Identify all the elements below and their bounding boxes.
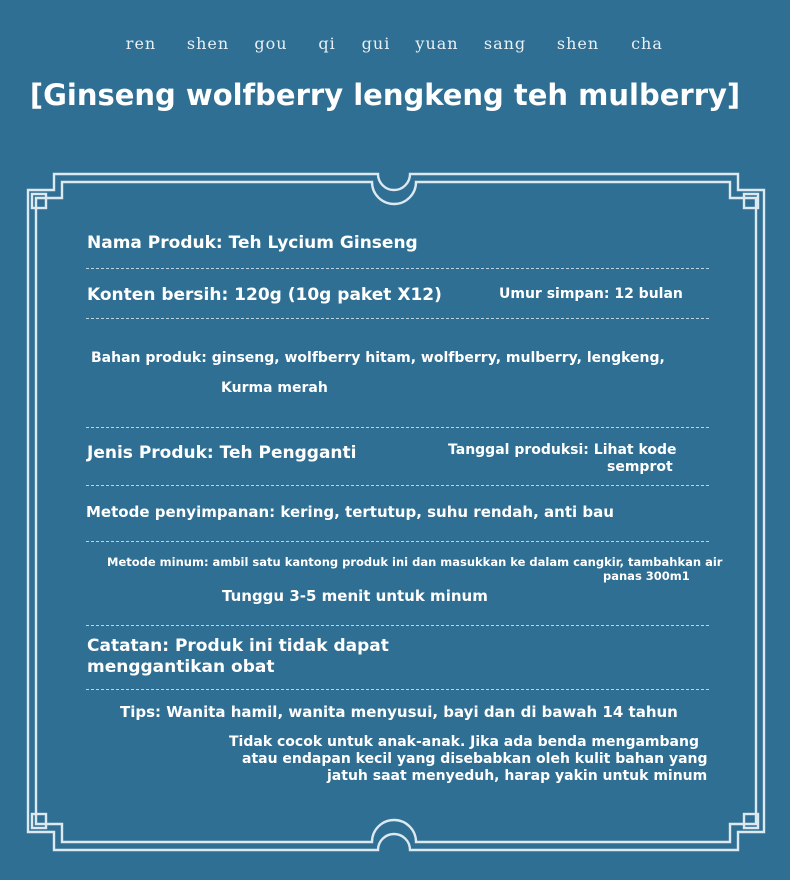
note-line-1: Catatan: Produk ini tidak dapat bbox=[87, 636, 389, 656]
shelf-life: Umur simpan: 12 bulan bbox=[499, 286, 683, 302]
tips-line-1: Tips: Wanita hamil, wanita menyusui, bayi dan di bawah 14 tahun bbox=[120, 703, 678, 721]
page-title: [Ginseng wolfberry lengkeng teh mulberry] bbox=[29, 78, 741, 112]
note-line-2: menggantikan obat bbox=[87, 657, 275, 677]
production-date-line-1: Tanggal produksi: Lihat kode bbox=[448, 442, 677, 458]
divider bbox=[86, 541, 709, 542]
net-content: Konten bersih: 120g (10g paket X12) bbox=[87, 285, 442, 305]
divider bbox=[86, 427, 709, 428]
production-date-line-2: semprot bbox=[607, 459, 673, 475]
divider bbox=[86, 318, 709, 319]
pinyin-syllable: gui bbox=[361, 34, 391, 53]
tips-line-3: atau endapan kecil yang disebabkan oleh kulit bahan yang bbox=[242, 751, 708, 767]
tips-line-4: jatuh saat menyeduh, harap yakin untuk minum bbox=[327, 768, 708, 784]
pinyin-syllable: cha bbox=[631, 34, 663, 53]
product-type: Jenis Produk: Teh Pengganti bbox=[87, 443, 357, 463]
drinking-method-line-1: Metode minum: ambil satu kantong produk ini dan masukkan ke dalam cangkir, tambahkan air bbox=[107, 555, 723, 569]
divider bbox=[86, 625, 709, 626]
ingredients-line-2: Kurma merah bbox=[221, 380, 328, 396]
pinyin-syllable: ren bbox=[125, 34, 157, 53]
pinyin-syllable: yuan bbox=[415, 34, 459, 53]
pinyin-syllable: qi bbox=[318, 34, 336, 53]
product-name: Nama Produk: Teh Lycium Ginseng bbox=[87, 233, 418, 253]
drinking-method-line-3: Tunggu 3-5 menit untuk minum bbox=[222, 587, 488, 605]
divider bbox=[86, 268, 709, 269]
divider bbox=[86, 485, 709, 486]
pinyin-syllable: gou bbox=[254, 34, 288, 53]
tips-line-2: Tidak cocok untuk anak-anak. Jika ada benda mengambang bbox=[229, 734, 699, 750]
ingredients-line-1: Bahan produk: ginseng, wolfberry hitam, wolfberry, mulberry, lengkeng, bbox=[91, 350, 665, 366]
divider bbox=[86, 689, 709, 690]
storage-method: Metode penyimpanan: kering, tertutup, suhu rendah, anti bau bbox=[86, 503, 614, 521]
pinyin-syllable: shen bbox=[186, 34, 230, 53]
drinking-method-line-2: panas 300m1 bbox=[603, 569, 690, 583]
pinyin-syllable: sang bbox=[483, 34, 527, 53]
pinyin-syllable: shen bbox=[556, 34, 600, 53]
